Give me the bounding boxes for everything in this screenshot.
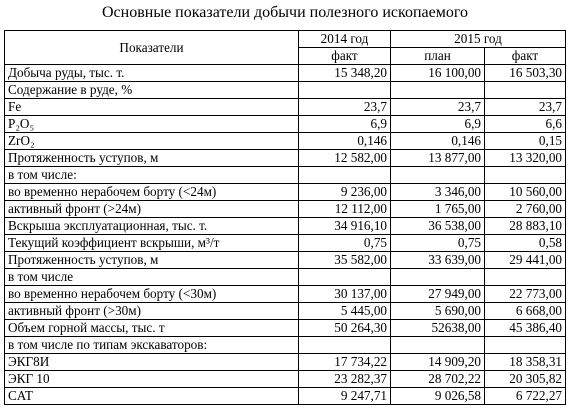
row-label: Текущий коэффициент вскрыши, м³/т [5, 235, 299, 252]
value-2015-plan [391, 167, 485, 184]
value-2015-fact: 16 503,30 [485, 65, 566, 82]
row-label: CAT [5, 388, 299, 405]
header-2014-fact: факт [299, 48, 391, 65]
row-label: Объем горной массы, тыс. т [5, 320, 299, 337]
row-label: Протяженность уступов, м [5, 150, 299, 167]
table-row [5, 303, 566, 320]
value-2014-fact: 0,146 [299, 133, 391, 150]
header-year-2015: 2015 год [391, 31, 566, 48]
value-2014-fact [299, 82, 391, 99]
value-2015-plan: 0,146 [391, 133, 485, 150]
header-2015-plan: план [391, 48, 485, 65]
value-2015-plan [391, 337, 485, 354]
table-row [5, 371, 566, 388]
value-2015-fact [485, 167, 566, 184]
value-2015-fact [485, 269, 566, 286]
value-2015-fact: 28 883,10 [485, 218, 566, 235]
value-2015-plan: 5 690,00 [391, 303, 485, 320]
value-2014-fact [299, 167, 391, 184]
table-row [5, 337, 566, 354]
value-2015-plan [391, 82, 485, 99]
row-label: активный фронт (>24м) [5, 201, 299, 218]
row-label: Вскрыша эксплуатационная, тыс. т. [5, 218, 299, 235]
value-2015-fact: 6 668,00 [485, 303, 566, 320]
value-2015-fact: 22 773,00 [485, 286, 566, 303]
value-2015-fact [485, 337, 566, 354]
value-2015-fact: 6,6 [485, 116, 566, 133]
table-row [5, 184, 566, 201]
table-row [5, 388, 566, 405]
table-row [5, 218, 566, 235]
value-2015-plan: 28 702,22 [391, 371, 485, 388]
value-2015-plan: 27 949,00 [391, 286, 485, 303]
value-2014-fact: 50 264,30 [299, 320, 391, 337]
row-label: активный фронт (>30м) [5, 303, 299, 320]
row-label: ZrO₂ [5, 133, 299, 150]
value-2015-fact: 18 358,31 [485, 354, 566, 371]
row-label: P₂O₅ [5, 116, 299, 133]
value-2015-plan: 6,9 [391, 116, 485, 133]
table-row [5, 150, 566, 167]
value-2015-plan: 3 346,00 [391, 184, 485, 201]
value-2014-fact: 0,75 [299, 235, 391, 252]
header-indicator: Показатели [5, 31, 299, 65]
value-2015-fact: 6 722,27 [485, 388, 566, 405]
row-label: ЭКГ8И [5, 354, 299, 371]
table-row [5, 99, 566, 116]
value-2014-fact: 9 236,00 [299, 184, 391, 201]
value-2014-fact [299, 337, 391, 354]
value-2014-fact: 6,9 [299, 116, 391, 133]
value-2015-fact: 2 760,00 [485, 201, 566, 218]
value-2015-fact: 29 441,00 [485, 252, 566, 269]
production-table [4, 30, 566, 405]
row-label: в том числе: [5, 167, 299, 184]
row-label: ЭКГ 10 [5, 371, 299, 388]
value-2015-fact [485, 82, 566, 99]
value-2014-fact [299, 269, 391, 286]
value-2014-fact: 15 348,20 [299, 65, 391, 82]
value-2015-plan: 16 100,00 [391, 65, 485, 82]
value-2015-plan: 52638,00 [391, 320, 485, 337]
value-2014-fact: 35 582,00 [299, 252, 391, 269]
value-2015-fact: 0,58 [485, 235, 566, 252]
value-2015-fact: 23,7 [485, 99, 566, 116]
header-2015-fact: факт [485, 48, 566, 65]
value-2014-fact: 23,7 [299, 99, 391, 116]
value-2015-plan: 13 877,00 [391, 150, 485, 167]
value-2014-fact: 30 137,00 [299, 286, 391, 303]
value-2015-fact: 45 386,40 [485, 320, 566, 337]
table-row [5, 133, 566, 150]
value-2015-plan: 0,75 [391, 235, 485, 252]
value-2015-fact: 13 320,00 [485, 150, 566, 167]
value-2014-fact: 12 112,00 [299, 201, 391, 218]
table-row [5, 235, 566, 252]
value-2014-fact: 17 734,22 [299, 354, 391, 371]
row-label: в том числе [5, 269, 299, 286]
value-2014-fact: 9 247,71 [299, 388, 391, 405]
value-2015-plan: 36 538,00 [391, 218, 485, 235]
table-row [5, 252, 566, 269]
value-2015-fact: 10 560,00 [485, 184, 566, 201]
table-title: Основные показатели добычи полезного ископаемого [101, 4, 469, 21]
table-row [5, 201, 566, 218]
table-row [5, 269, 566, 286]
value-2015-plan: 1 765,00 [391, 201, 485, 218]
row-label: Добыча руды, тыс. т. [5, 65, 299, 82]
row-label: Протяженность уступов, м [5, 252, 299, 269]
value-2015-plan: 14 909,20 [391, 354, 485, 371]
table-row [5, 167, 566, 184]
table-row [5, 65, 566, 82]
header-year-2014: 2014 год [299, 31, 391, 48]
row-label: Содержание в руде, % [5, 82, 299, 99]
value-2014-fact: 34 916,10 [299, 218, 391, 235]
row-label: во временно нерабочем борту (<30м) [5, 286, 299, 303]
value-2015-plan: 23,7 [391, 99, 485, 116]
table-row [5, 116, 566, 133]
value-2015-plan: 33 639,00 [391, 252, 485, 269]
table-row [5, 354, 566, 371]
table-row [5, 286, 566, 303]
table-row [5, 82, 566, 99]
value-2014-fact: 12 582,00 [299, 150, 391, 167]
table-row [5, 320, 566, 337]
value-2015-fact: 0,15 [485, 133, 566, 150]
value-2014-fact: 5 445,00 [299, 303, 391, 320]
row-label: Fe [5, 99, 299, 116]
value-2015-fact: 20 305,82 [485, 371, 566, 388]
value-2015-plan [391, 269, 485, 286]
value-2015-plan: 9 026,58 [391, 388, 485, 405]
row-label: в том числе по типам экскаваторов: [5, 337, 299, 354]
row-label: во временно нерабочем борту (<24м) [5, 184, 299, 201]
value-2014-fact: 23 282,37 [299, 371, 391, 388]
